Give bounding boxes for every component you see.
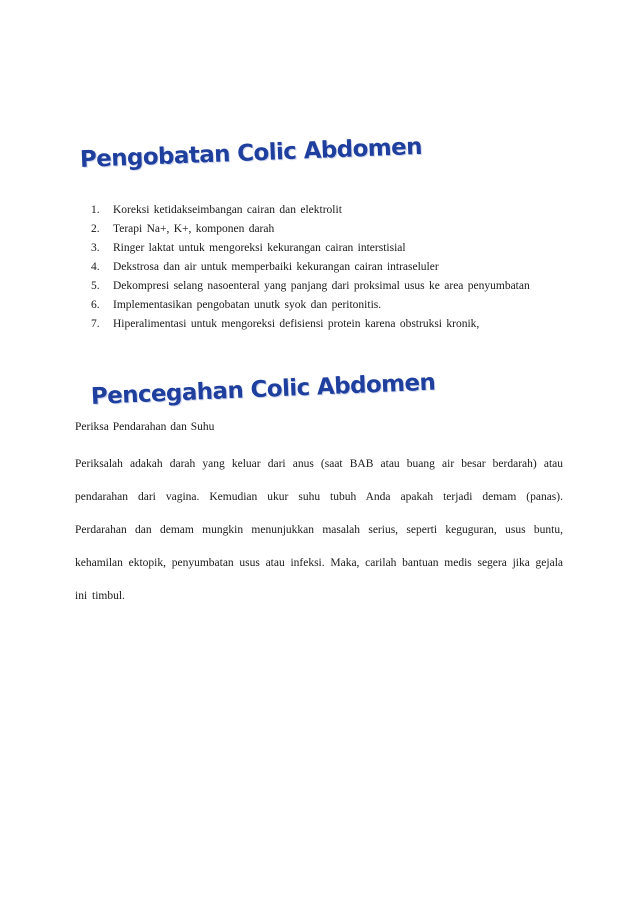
list-item: [91, 220, 530, 239]
wordart-heading-pencegahan: Pencegahan Colic Abdomen: [90, 369, 436, 410]
list-text: Terapi Na+, K+, komponen darah: [113, 223, 275, 235]
list-item: [91, 201, 530, 220]
wordart-heading-pengobatan: Pengobatan Colic Abdomen: [79, 133, 423, 173]
list-text: Dekstrosa dan air untuk memperbaiki kekurangan cairan intraseluler: [113, 261, 439, 273]
list-text: Koreksi ketidakseimbangan cairan dan elektrolit: [113, 204, 342, 216]
list-number: 2.: [91, 223, 100, 235]
list-number: 5.: [91, 280, 100, 292]
list-item: [91, 315, 530, 334]
body-paragraph: Periksalah adakah darah yang keluar dari anus (saat BAB atau buang air besar berdarah) atau pendarahan dari vagina. Kemudian ukur suhu tubuh Anda apakah terjadi demam (panas). Perdarahan dan demam mungkin menunjukkan masalah serius, seperti keguguran, usus buntu, kehamilan ektopik, penyumbatan usus atau infeksi. Maka, carilah bantuan medis segera jika gejala ini timbul.: [75, 458, 563, 602]
list-number: 3.: [91, 242, 100, 254]
list-text: Dekompresi selang nasoenteral yang panjang dari proksimal usus ke area penyumbatan: [113, 280, 530, 292]
list-number: 4.: [91, 261, 100, 273]
section-subheading: Periksa Pendarahan dan Suhu: [75, 421, 215, 433]
list-text: Hiperalimentasi untuk mengoreksi defisiensi protein karena obstruksi kronik,: [113, 318, 480, 330]
list-item: [91, 296, 530, 315]
list-number: 7.: [91, 318, 100, 330]
treatment-list: [91, 201, 530, 334]
list-item: [91, 258, 530, 277]
list-text: Ringer laktat untuk mengoreksi kekurangan cairan interstisial: [113, 242, 406, 254]
list-number: 1.: [91, 204, 100, 216]
list-item: [91, 277, 530, 296]
list-number: 6.: [91, 299, 100, 311]
list-text: Implementasikan pengobatan unutk syok dan peritonitis.: [113, 299, 382, 311]
list-item: [91, 239, 530, 258]
